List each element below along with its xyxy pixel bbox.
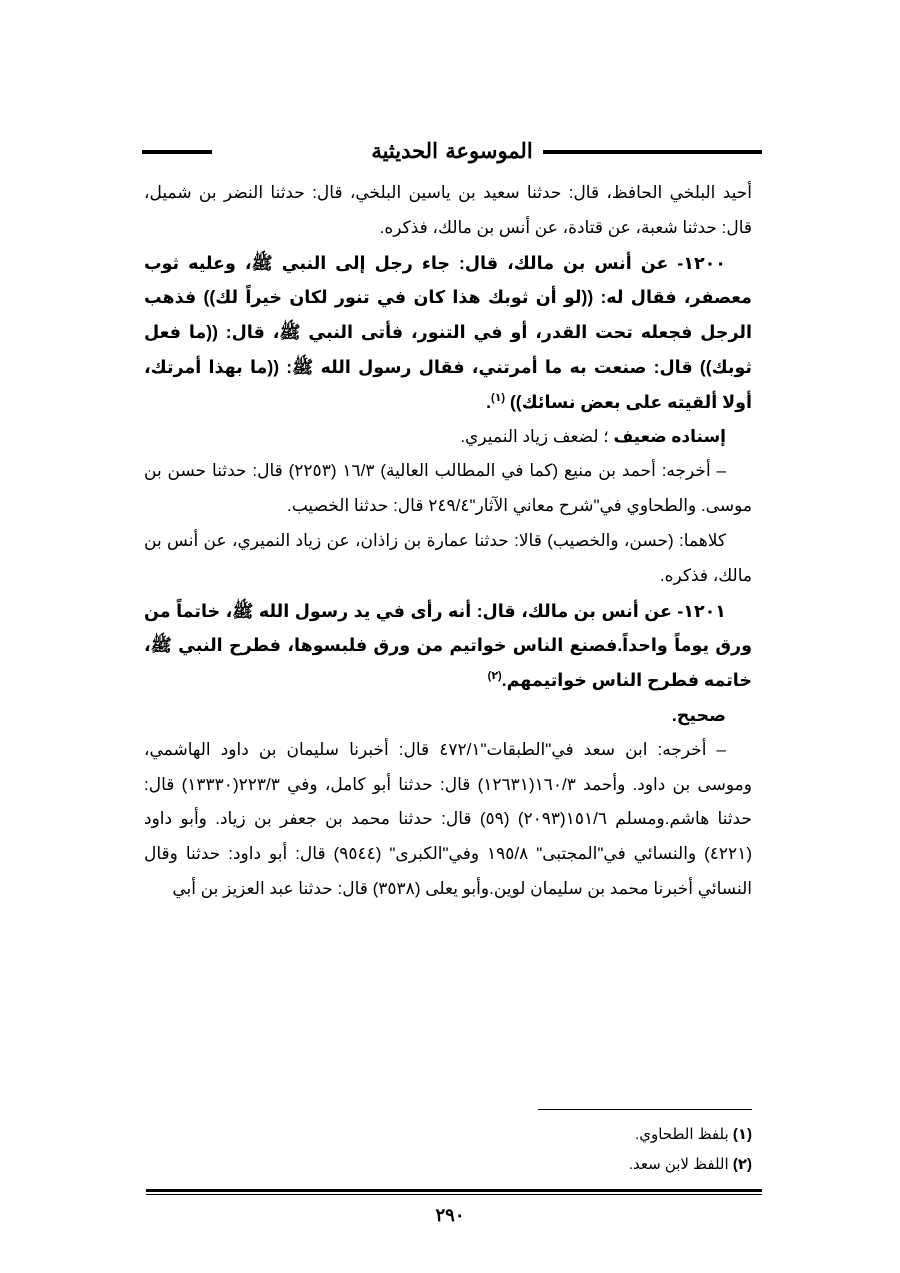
takhrij-1200: – أخرجه: أحمد بن منيع (كما في المطالب العالية) ١٦/٣ (٢٢٥٣) قال: حدثنا حسن بن موسى. والطحاوي في"شرح معاني الآثار"٢٤٩/٤ قال: حدثنا الخصيب. [144,461,752,516]
footnotes [144,1120,752,1180]
footnote-ref-1: (١) [491,391,506,404]
footnote-number: (١) [732,1126,752,1143]
footnote-item [144,1120,752,1150]
hadith-1200-text: ١٢٠٠- عن أنس بن مالك، قال: جاء رجل إلى النبي ﷺ، وعليه ثوب معصفر، فقال له: ((لو أن ثوبك هذا كان في تنور لكان خيراً لك)) فذهب الرجل فجعله تحت القدر، أو في التنور، فأتى النبي ﷺ، قال: ((ما فعل ثوبك)) قال: صنعت به ما أمرتني، فقال رسول الله ﷺ: ((ما بهذا أمرتك، أولا ألقيته على بعض نسائك)) [144,252,752,412]
header-title-wrap [142,136,762,166]
takhrij-1201: – أخرجه: ابن سعد في"الطبقات"٤٧٢/١ قال: أخبرنا سليمان بن داود الهاشمي، وموسى بن داود. وأحمد ١٦٠/٣(١٢٦٣١) قال: حدثنا أبو كامل، وفي ٢٢٣/٣(١٣٣٣٠) قال: حدثنا هاشم.ومسلم ١٥١/٦(٢٠٩٣) (٥٩) قال: حدثنا محمد بن جعفر بن زياد. وأبو داود (٤٢٢١) والنسائي في"المجتبى" ١٩٥/٨ وفي"الكبرى" (٩٥٤٤) قال: أبو داود: حدثنا وقال النسائي أخبرنا محمد بن سليمان لوين.وأبو يعلى (٣٥٣٨) قال: حدثنا عبد العزيز بن أبي [144,739,752,898]
hadith-1200-end: . [486,391,492,412]
hadith-1201-text: ١٢٠١- عن أنس بن مالك، قال: أنه رأى في يد رسول الله ﷺ، خاتماً من ورق يوماً واحداً.فصنع الناس خواتيم من ورق فلبسوها، فطرح النبي ﷺ، خاتمه فطرح الناس خواتيمهم. [144,600,752,691]
footnote-separator [538,1109,752,1110]
footnote-number: (٢) [732,1156,752,1173]
footnote-item [144,1150,752,1180]
page-number: ٢٩٠ [435,1205,465,1226]
grading-1200-reason: ؛ لضعف زياد النميري. [460,426,614,446]
footnote-text: بلفظ الطحاوي. [635,1126,729,1143]
bottom-rule [146,1189,762,1195]
main-text [144,176,752,907]
grading-1201: صحيح. [671,704,726,725]
footnote-text: اللفظ لابن سعد. [628,1156,729,1173]
header-title: الموسوعة الحديثية [361,138,542,163]
grading-1200-label: إسناده ضعيف [613,426,726,446]
running-header [142,136,762,172]
footnote-ref-2: (٢) [487,670,502,683]
grading-1200 [144,420,752,455]
hadith-1200 [144,246,752,420]
hadith-1201 [144,594,752,698]
paragraph-continuation: أحيد البلخي الحافظ، قال: حدثنا سعيد بن ياسين البلخي، قال: حدثنا النضر بن شميل، قال: حدثنا شعبة، عن قتادة، عن أنس بن مالك، فذكره. [144,183,752,237]
takhrij-1200-chain: كلاهما: (حسن، والخصيب) قالا: حدثنا عمارة بن زاذان، عن زياد النميري، عن أنس بن مالك، فذكره. [144,530,752,585]
